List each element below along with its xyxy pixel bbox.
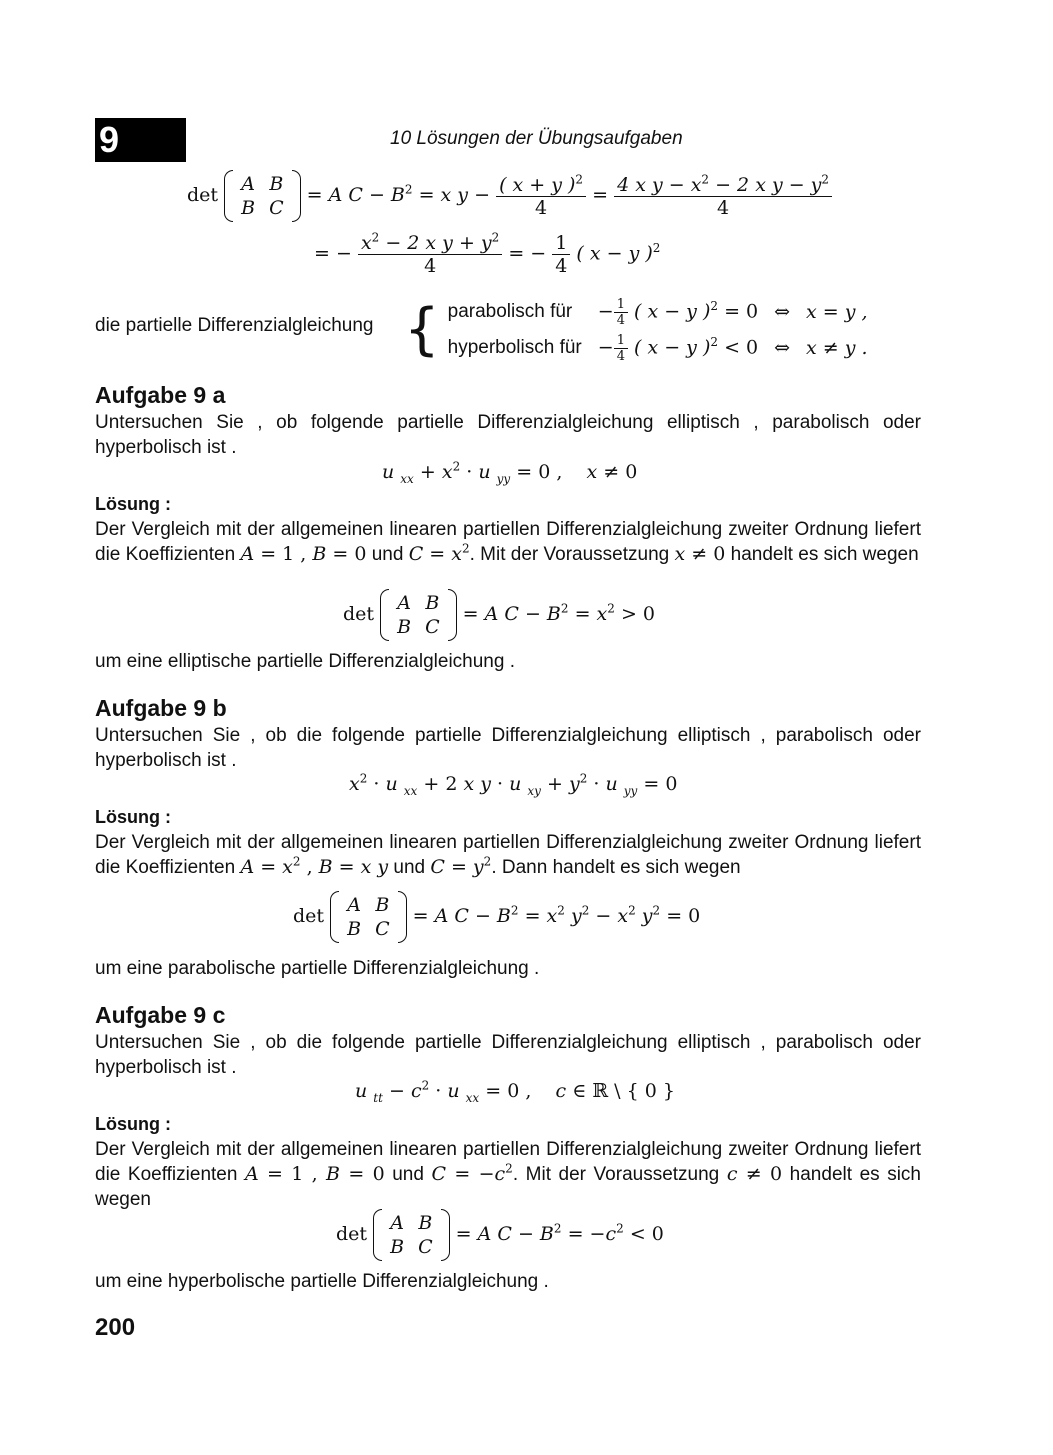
fraction: $\frac{( x + y )^2}{4}$ (496, 174, 586, 219)
solution-label: Lösung : (95, 494, 171, 514)
solution-text: Der Vergleich mit der allgemeinen linearen partiellen Differenzialgleichung zweiter Ordnung liefert die Koeffizienten $A = x^2$ , B = x y und $C = y^2$. Dann handelt es sich wegen (95, 832, 921, 878)
solution-conclusion: um eine elliptische partielle Differenzialgleichung . (95, 651, 515, 672)
section-statement: Untersuchen Sie , ob die folgende partielle Differenzialgleichung elliptisch , parabolisch oder hyperbolisch ist . (95, 725, 921, 771)
det-equation: det A B B C = A $C - B^2 = x^2 > 0$ (343, 592, 656, 638)
solution-label: Lösung : (95, 807, 171, 827)
iff-symbol: ⇔ (774, 337, 791, 359)
page-number: 200 (95, 1314, 136, 1341)
section-heading: Aufgabe 9 b (95, 695, 227, 721)
fraction: $\frac{4 x y - x^2 - 2 x y - y^2}{4}$ (614, 174, 832, 219)
chapter-number-box: 9 (95, 118, 186, 162)
solution-conclusion: um eine hyperbolische partielle Differenzialgleichung . (95, 1271, 549, 1292)
pde-equation: $x^2 \cdot u$ $_{xx}$ + 2 x y · u $_{xy} + y^2 \cdot u$ $_{yy}$ = 0 (349, 771, 678, 798)
fraction: $\frac{x^2 - 2 x y + y^2}{4}$ (358, 232, 502, 277)
iff-symbol: ⇔ (774, 301, 791, 323)
intro-det-equation-line2: = − $\frac{x^2 - 2 x y + y^2}{4}$ = − $\frac{1}{4}$ ( x − y )$^2$ (314, 230, 661, 277)
section-statement: Untersuchen Sie , ob folgende partielle Differenzialgleichung elliptisch , parabolisch oder hyperbolisch ist . (95, 412, 921, 458)
solution-text: Der Vergleich mit der allgemeinen linearen partiellen Differenzialgleichung zweiter Ordnung liefert die Koeffizienten A = 1 , B = 0 und $C = x^2$. Mit der Voraussetzung x ≠ 0 handelt es sich wegen (95, 519, 921, 565)
case-parabolic-label: parabolisch für (447, 301, 573, 322)
coefficient-matrix: A B B C (224, 172, 301, 220)
pde-classification-cases: { parabolisch für − $\frac{1}{4}$ ( x − y )$^2$ = 0 ⇔ x = y , hyperbolisch für − $\frac{1}{4}$ ( x − y )$^2$ < 0 ⇔ x ≠ y . (404, 294, 876, 366)
case-hyperbolic-label: hyperbolisch für (447, 337, 582, 358)
pde-equation: u $_{tt} - c^2 \cdot u$ $_{xx}$ = 0 , c ∈ ℝ \ { 0 } (355, 1078, 675, 1105)
fraction: $\frac{1}{4}$ (552, 232, 570, 277)
left-brace: { (404, 297, 440, 362)
section-statement: Untersuchen Sie , ob die folgende partielle Differenzialgleichung elliptisch , parabolisch oder hyperbolisch ist . (95, 1032, 921, 1078)
solution-conclusion: um eine parabolische partielle Differenzialgleichung . (95, 958, 540, 979)
running-head: 10 Lösungen der Übungsaufgaben (390, 128, 683, 149)
solution-label: Lösung : (95, 1114, 171, 1134)
intro-det-equation-line1: det A B B C = A $C - B^2 = x$ y − $\frac{( x + y )^2}{4}$ = $\frac{4 x y - x^2 - 2 x y - y^2}{4}$ (187, 172, 832, 220)
solution-text: Der Vergleich mit der allgemeinen linearen partiellen Differenzialgleichung zweiter Ordnung liefert die Koeffizienten A = 1 , B = 0 und $C = -c^2$. Mit der Voraussetzung c ≠ 0 handelt es sich wegen (95, 1139, 921, 1210)
pde-classification-label: die partielle Differenzialgleichung (95, 315, 374, 336)
section-heading: Aufgabe 9 a (95, 382, 226, 408)
det-label: det (187, 184, 219, 206)
section-heading: Aufgabe 9 c (95, 1002, 226, 1028)
det-equation: det A B B C = A $C - B^2 = x^2$ $y^2 - x^2$ $y^2 = 0$ (293, 894, 701, 940)
det-equation: det A B B C = A $C - B^2 = -c^2 < 0$ (336, 1212, 664, 1258)
pde-equation: u $_{xx} + x^2 \cdot u$ $_{yy}$ = 0 , x ≠ 0 (382, 459, 638, 486)
